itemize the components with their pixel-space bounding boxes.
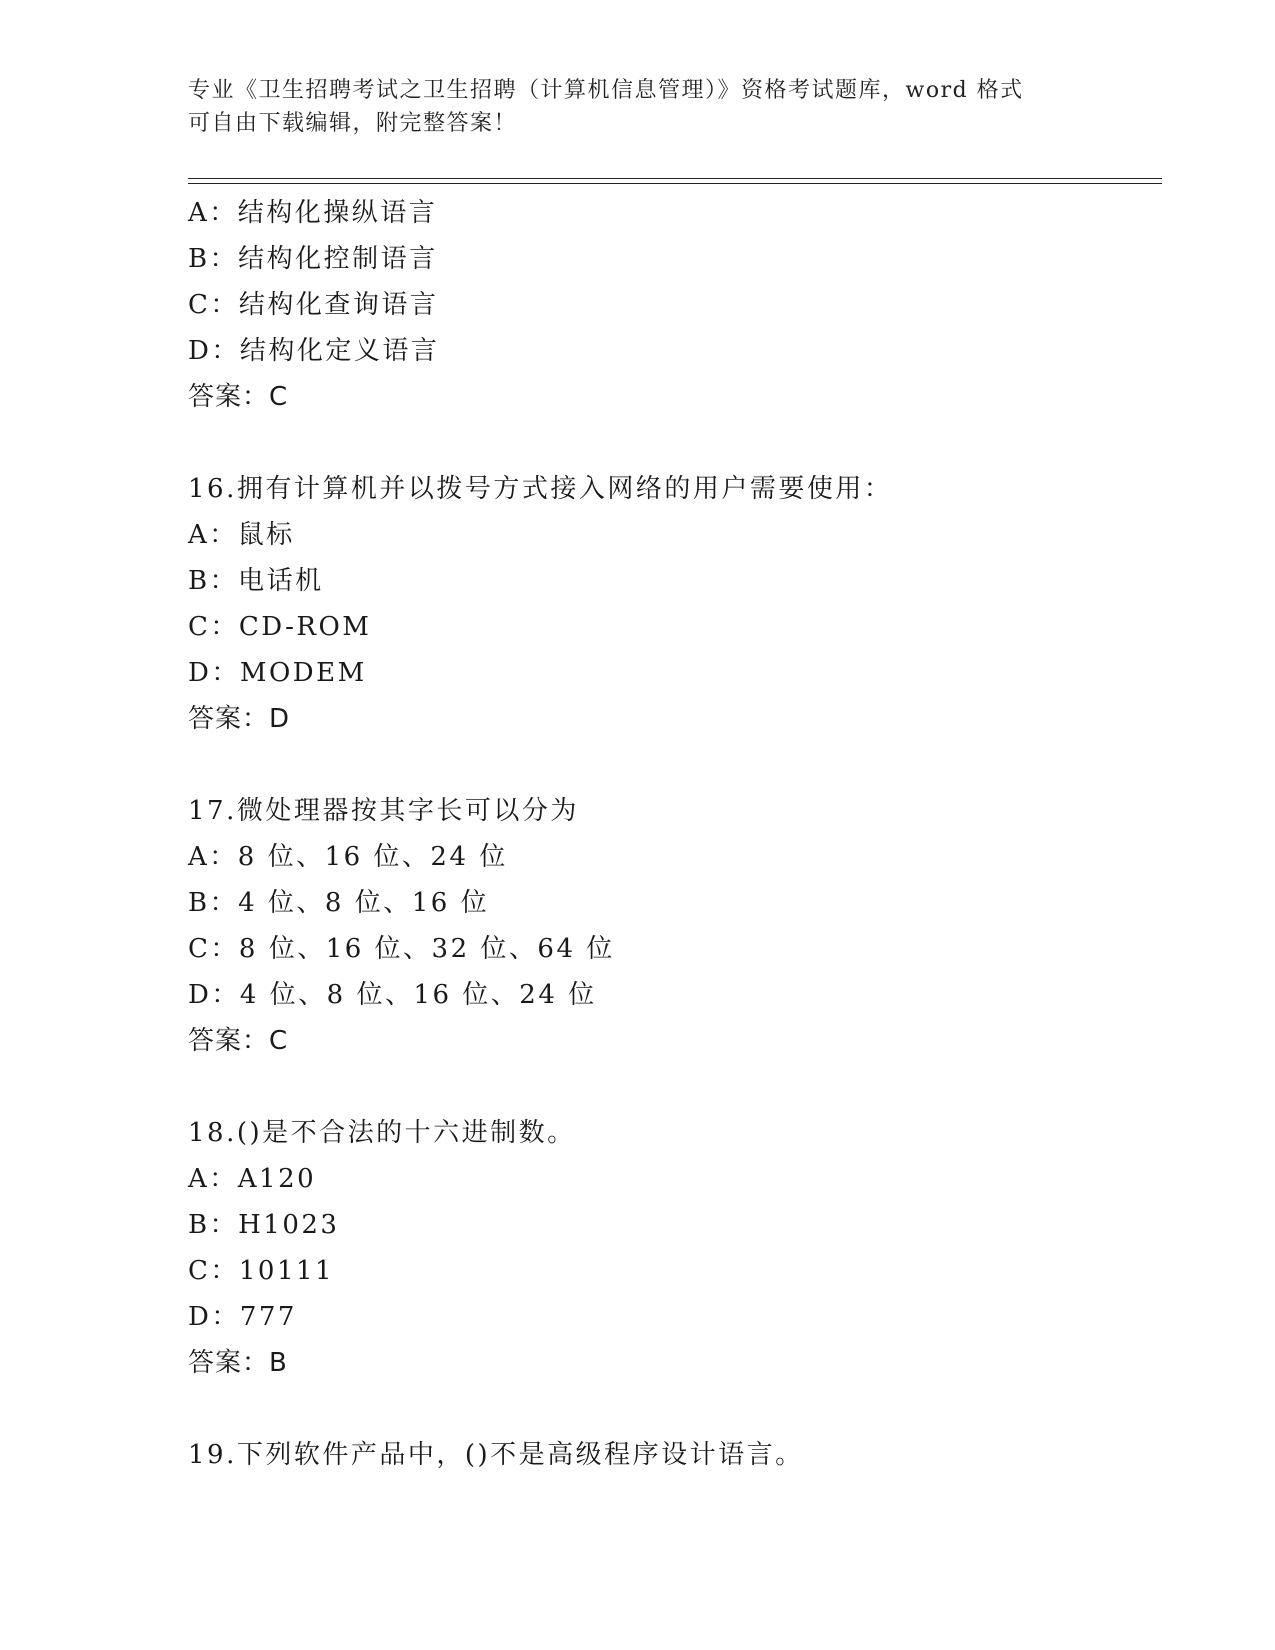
option-a: A：A120 — [188, 1164, 317, 1194]
question-text: 18.()是不合法的十六进制数。 — [188, 1118, 576, 1148]
question-17 — [188, 788, 1158, 1064]
answer: 答案：C — [188, 382, 289, 412]
question-15 — [188, 190, 1158, 420]
option-b: B：结构化控制语言 — [188, 244, 438, 274]
option-c: C：8 位、16 位、32 位、64 位 — [188, 934, 615, 964]
option-d: D：MODEM — [188, 658, 367, 688]
header-rule-top — [188, 178, 1162, 179]
option-b: B：H1023 — [188, 1210, 340, 1240]
question-text: 19.下列软件产品中，()不是高级程序设计语言。 — [188, 1440, 804, 1470]
question-19 — [188, 1432, 1158, 1478]
question-text: 17.微处理器按其字长可以分为 — [188, 796, 579, 826]
header-line-2: 可自由下载编辑，附完整答案！ — [188, 111, 518, 136]
question-16 — [188, 466, 1158, 742]
document-header — [188, 74, 1088, 140]
option-b: B：4 位、8 位、16 位 — [188, 888, 490, 918]
answer: 答案：D — [188, 704, 291, 734]
option-c: C：CD-ROM — [188, 612, 372, 642]
answer: 答案：B — [188, 1348, 288, 1378]
answer: 答案：C — [188, 1026, 289, 1056]
question-list — [188, 190, 1158, 1478]
option-d: D：4 位、8 位、16 位、24 位 — [188, 980, 597, 1010]
option-c: C：结构化查询语言 — [188, 290, 439, 320]
question-18 — [188, 1110, 1158, 1386]
header-rule-bottom — [188, 183, 1162, 184]
option-a: A：鼠标 — [188, 520, 295, 550]
header-line-1: 专业《卫生招聘考试之卫生招聘（计算机信息管理）》资格考试题库，word 格式 — [188, 78, 1024, 103]
question-text: 16.拥有计算机并以拨号方式接入网络的用户需要使用： — [188, 474, 893, 504]
option-b: B：电话机 — [188, 566, 324, 596]
option-a: A：8 位、16 位、24 位 — [188, 842, 508, 872]
option-c: C：10111 — [188, 1256, 335, 1286]
option-d: D：777 — [188, 1302, 297, 1332]
option-a: A：结构化操纵语言 — [188, 198, 438, 228]
option-d: D：结构化定义语言 — [188, 336, 440, 366]
